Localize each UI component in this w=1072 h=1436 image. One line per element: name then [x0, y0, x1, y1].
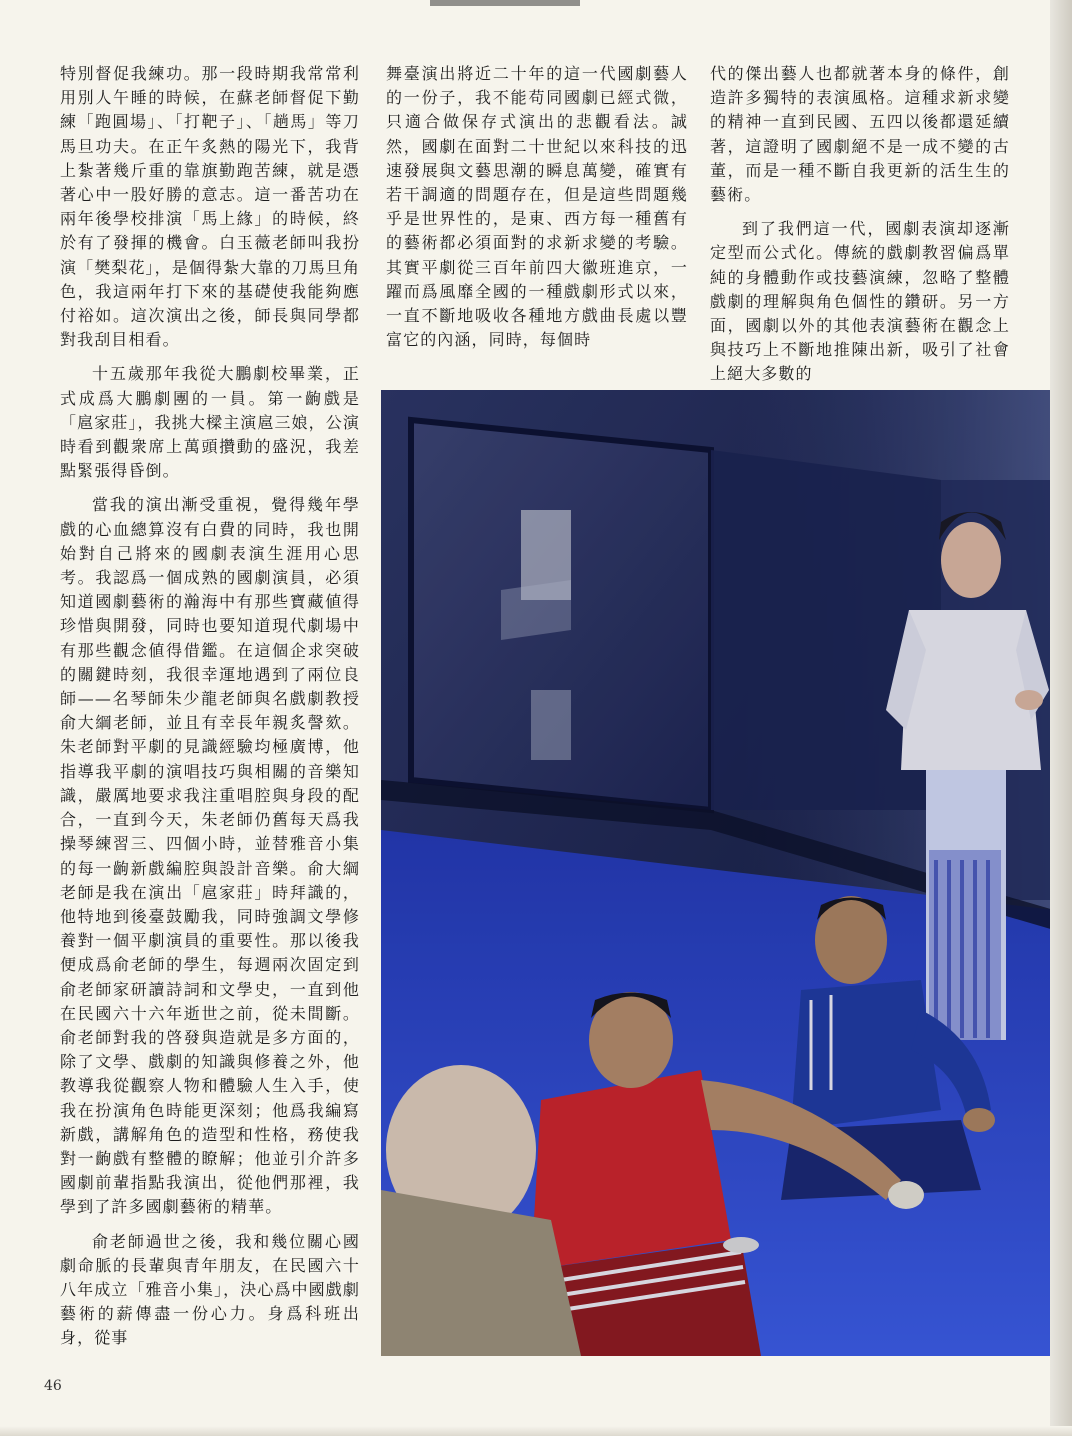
paragraph: 代的傑出藝人也都就著本身的條件，創造許多獨特的表演風格。這種求新求變的精神一直到民國、五四以後都還延續著，這證明了國劇絕不是一成不變的古董，而是一種不斷自我更新的活生生的藝術。 — [710, 64, 1010, 205]
rehearsal-photo-illustration — [381, 390, 1054, 1356]
paragraph: 到了我們這一代，國劇表演却逐漸定型而公式化。傳統的戲劇教習偏爲單純的身體動作或技藝演練，忽略了整體戲劇的理解與角色個性的鑽研。另一方面，國劇以外的其他表演藝術在觀念上與技巧上不斷地推陳出新，吸引了社會上絕大多數的 — [710, 219, 1010, 384]
top-edge-mark — [430, 0, 580, 6]
text-column-left — [60, 62, 360, 1362]
paragraph: 十五歲那年我從大鵬劇校畢業，正式成爲大鵬劇團的一員。第一齣戲是「扈家莊」，我挑大樑主演扈三娘，公演時看到觀衆席上萬頭攢動的盛況，我差點緊張得昏倒。 — [60, 364, 360, 481]
paragraph: 特別督促我練功。那一段時期我常常利用別人午睡的時候，在蘇老師督促下勤練「跑圓場」、「打靶子」、「趟馬」等刀馬旦功夫。在正午炙熱的陽光下，我背上紮著幾斤重的靠旗勤跑苦練，就是憑著心中一股好勝的意志。這一番苦功在兩年後學校排演「馬上緣」的時候，終於有了發揮的機會。白玉薇老師叫我扮演「樊梨花」，是個得紮大靠的刀馬旦角色，我這兩年打下來的基礎使我能夠應付裕如。這次演出之後，師長與同學都對我刮目相看。 — [60, 64, 360, 350]
paragraph: 當我的演出漸受重視，覺得幾年學戲的心血總算沒有白費的同時，我也開始對自己將來的國劇表演生涯用心思考。我認爲一個成熟的國劇演員，必須知道國劇藝術的瀚海中有那些寶藏値得珍惜與開發，同時也要知道現代劇場中有那些觀念値得借鑑。在這個企求突破的關鍵時刻，我很幸運地遇到了兩位良師——名琴師朱少龍老師與名戲劇教授俞大綱老師，並且有幸長年親炙謦欬。朱老師對平劇的見識經驗均極廣博，他指導我平劇的演唱技巧與相關的音樂知識，嚴厲地要求我注重唱腔與身段的配合，一直到今天，朱老師仍舊每天爲我操琴練習三、四個小時，並替雅音小集的每一齣新戲編腔與設計音樂。俞大綱老師是我在演出「扈家莊」時拜識的，他特地到後臺鼓勵我，同時強調文學修養對一個平劇演員的重要性。那以後我便成爲俞老師的學生，每週兩次固定到俞老師家研讀詩詞和文學史，一直到他在民國六十六年逝世之前，從未間斷。俞老師對我的啓發與造就是多方面的，除了文學、戲劇的知識與修養之外，他教導我從觀察人物和體驗人生入手，使我在扮演角色時能更深刻；他爲我編寫新戲，講解角色的造型和性格，務使我對一齣戲有整體的瞭解；他並引介許多國劇前輩指點我演出，從他們那裡，我學到了許多國劇藝術的精華。 — [60, 495, 360, 1217]
text-column-right — [710, 62, 1010, 384]
text-column-middle — [386, 62, 688, 362]
paragraph: 俞老師過世之後，我和幾位關心國劇命脈的長輩與青年朋友，在民國六十八年成立「雅音小集」，決心爲中國戲劇藝術的薪傳盡一份心力。身爲科班出身，從事 — [60, 1231, 360, 1348]
paragraph: 舞臺演出將近二十年的這一代國劇藝人的一份子，我不能苟同國劇已經式微，只適合做保存式演出的悲觀看法。誠然，國劇在面對二十世紀以來科技的迅速發展與文藝思潮的瞬息萬變，確實有若干調適的問題存在，但是這些問題幾乎是世界性的，是東、西方每一種舊有的藝術都必須面對的求新求變的考驗。其實平劇從三百年前四大徽班進京，一躍而爲風靡全國的一種戲劇形式以來，一直不斷地吸收各種地方戲曲長處以豐富它的內涵，同時，每個時 — [386, 64, 688, 350]
rehearsal-photo — [381, 390, 1054, 1356]
page-bottom-edge — [0, 1426, 1072, 1436]
page-number: 46 — [44, 1378, 62, 1394]
page-edge-shadow — [1050, 0, 1072, 1436]
